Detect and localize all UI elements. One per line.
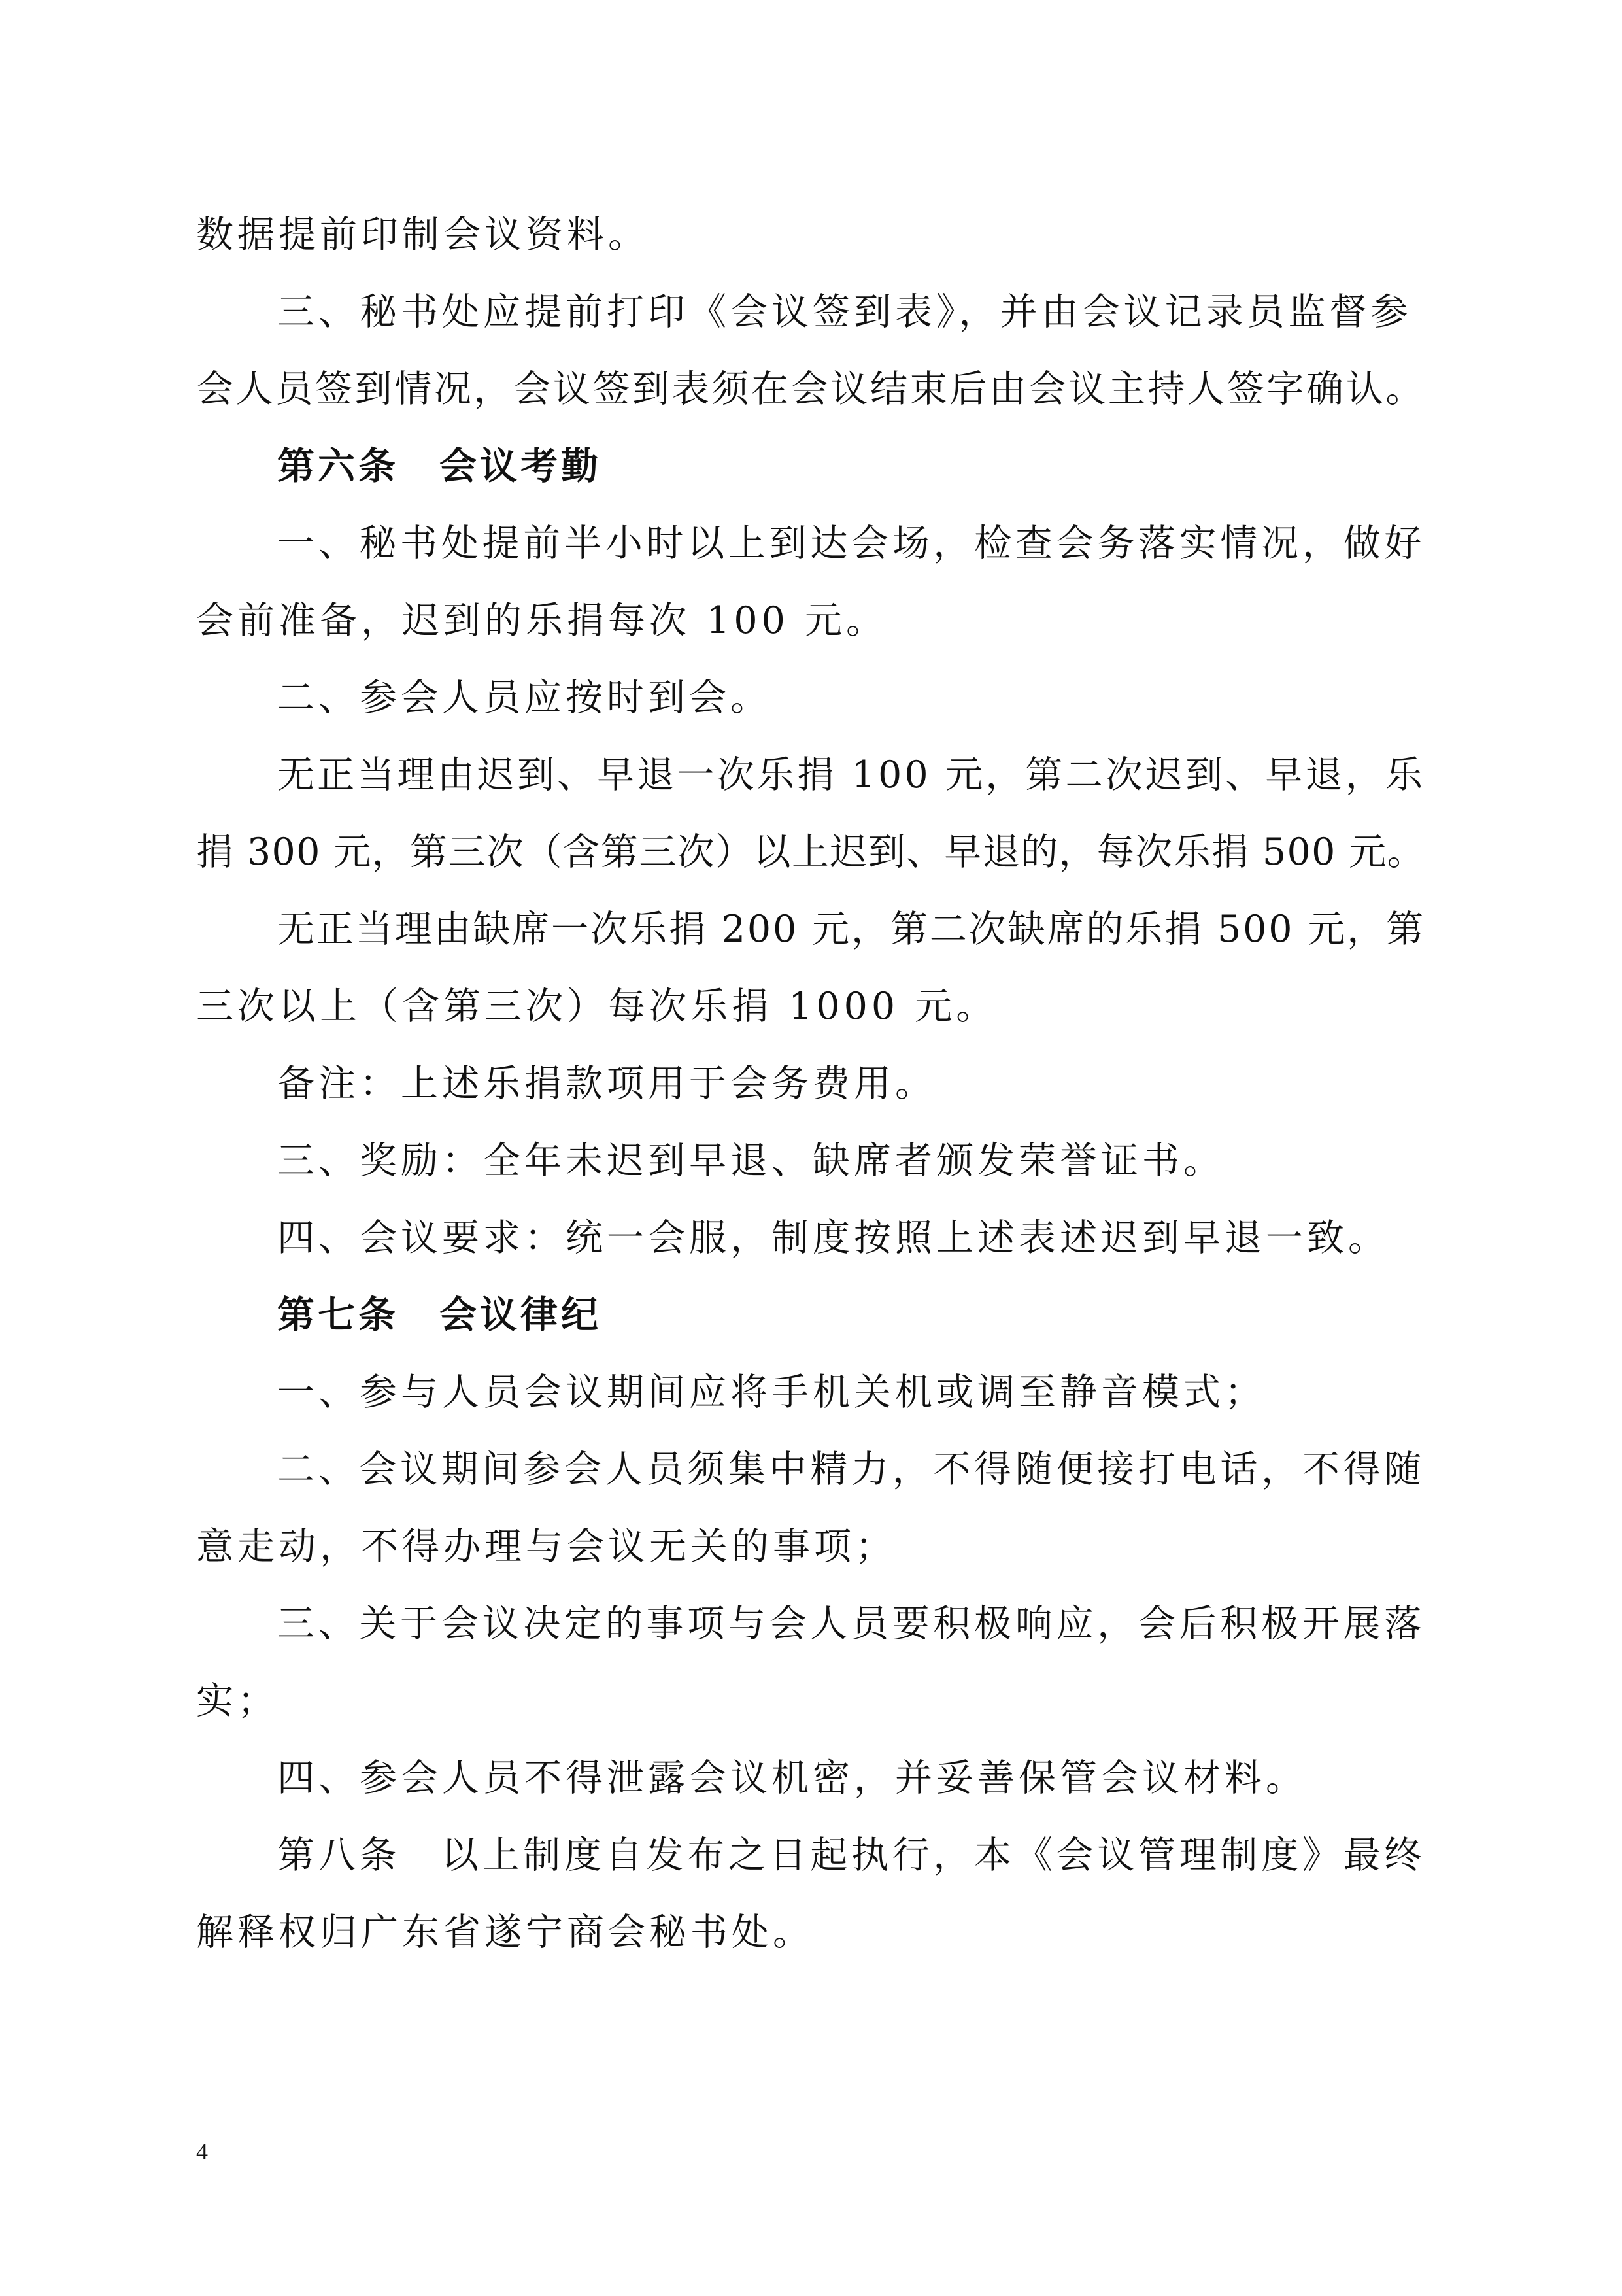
document-body <box>196 196 1425 1971</box>
paragraph-line: 二、会议期间参会人员须集中精力，不得随便接打电话，不得随 <box>277 1448 1425 1491</box>
paragraph-line: 一、参与人员会议期间应将手机关机或调至静音模式； <box>277 1371 1266 1414</box>
paragraph-line: 第八条 以上制度自发布之日起执行，本《会议管理制度》最终 <box>277 1834 1425 1877</box>
paragraph-line: 三、秘书处应提前打印《会议签到表》，并由会议记录员监督参 <box>277 290 1412 334</box>
paragraph-line: 二、参会人员应按时到会。 <box>277 676 771 719</box>
paragraph-line: 实； <box>196 1679 279 1722</box>
page-number: 4 <box>196 2138 208 2165</box>
paragraph-line: 数据提前印制会议资料。 <box>196 213 649 256</box>
paragraph-line: 解释权归广东省遂宁商会秘书处。 <box>196 1911 814 1954</box>
section-heading: 第七条 会议律纪 <box>277 1294 601 1337</box>
section-heading: 第六条 会议考勤 <box>277 445 601 488</box>
paragraph-line: 备注：上述乐捐款项用于会务费用。 <box>277 1062 936 1105</box>
paragraph-line: 三、奖励：全年未迟到早退、缺席者颁发荣誉证书。 <box>277 1139 1225 1182</box>
paragraph-line: 三、关于会议决定的事项与会人员要积极响应，会后积极开展落 <box>277 1602 1425 1645</box>
paragraph-line: 会人员签到情况，会议签到表须在会议结束后由会议主持人签字确认。 <box>196 368 1425 411</box>
paragraph-line: 会前准备，迟到的乐捐每次 100 元。 <box>196 599 888 642</box>
paragraph-line: 捐 300 元，第三次（含第三次）以上迟到、早退的，每次乐捐 500 元。 <box>196 831 1426 874</box>
paragraph-line: 一、秘书处提前半小时以上到达会场，检查会务落实情况，做好 <box>277 522 1425 565</box>
paragraph-line: 四、参会人员不得泄露会议机密，并妥善保管会议材料。 <box>277 1756 1307 1800</box>
paragraph-line: 三次以上（含第三次）每次乐捐 1000 元。 <box>196 985 998 1028</box>
paragraph-line: 意走动，不得办理与会议无关的事项； <box>196 1525 896 1568</box>
paragraph-line: 无正当理由缺席一次乐捐 200 元，第二次缺席的乐捐 500 元，第 <box>277 908 1426 951</box>
paragraph-line: 无正当理由迟到、早退一次乐捐 100 元，第二次迟到、早退，乐 <box>277 753 1426 797</box>
paragraph-line: 四、会议要求：统一会服，制度按照上述表述迟到早退一致。 <box>277 1216 1389 1259</box>
